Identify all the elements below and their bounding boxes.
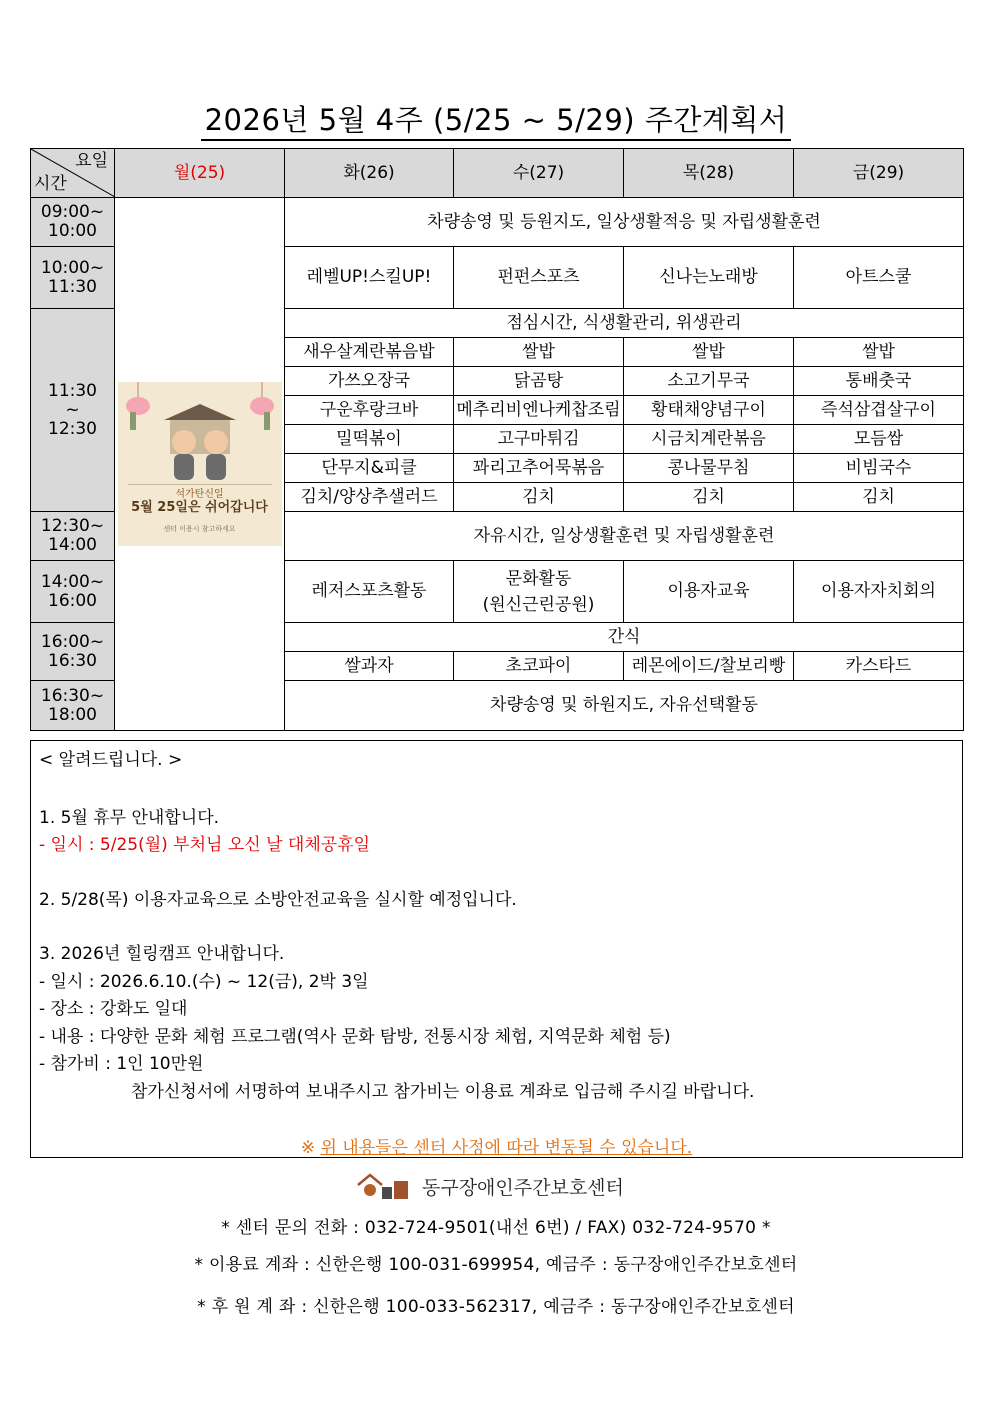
menu-cell: 황태채양념구이 bbox=[624, 396, 794, 425]
center-name: 동구장애인주간보호센터 bbox=[422, 1176, 624, 1199]
notice-item-1: 1. 5월 휴무 안내합니다. bbox=[39, 808, 220, 828]
menu-cell: 김치 bbox=[794, 483, 964, 512]
thu-1000: 신나는노래방 bbox=[624, 247, 794, 309]
corner-cell bbox=[31, 149, 115, 198]
menu-cell: 닭곰탕 bbox=[454, 367, 624, 396]
time-1600: 16:00~ 16:30 bbox=[31, 623, 115, 681]
poster-sub: 센터 이용시 참고하세요 bbox=[163, 525, 236, 533]
fri-1000: 아트스쿨 bbox=[794, 247, 964, 309]
day-mon: 월(25) bbox=[115, 149, 285, 198]
center-phone: * 센터 문의 전화 : 032-724-9501(내선 6번) / FAX) 032-724-9570 * bbox=[221, 1218, 771, 1238]
notice-item-3-content: - 내용 : 다양한 문화 체험 프로그램(역사 문화 탐방, 전통시장 체험, 지역문화 체험 등) bbox=[39, 1027, 671, 1047]
donation-account: * 후 원 계 좌 : 신한은행 100-033-562317, 예금주 : 동구장애인주간보호센터 bbox=[197, 1297, 795, 1317]
time-1230: 12:30~ 14:00 bbox=[31, 512, 115, 561]
holiday-poster bbox=[118, 382, 282, 546]
row-0900-activity: 차량송영 및 등원지도, 일상생활적응 및 자립생활훈련 bbox=[285, 198, 964, 247]
menu-cell: 메추리비엔나케찹조림 bbox=[454, 396, 624, 425]
footnote-mark: ※ bbox=[300, 1138, 316, 1158]
menu-cell: 고구마튀김 bbox=[454, 425, 624, 454]
day-wed: 수(27) bbox=[454, 149, 624, 198]
wed-1400: 문화활동 (원신근린공원) bbox=[454, 561, 624, 623]
day-tue: 화(26) bbox=[285, 149, 454, 198]
snack-title: 간식 bbox=[285, 623, 964, 652]
wed-1000: 펀펀스포츠 bbox=[454, 247, 624, 309]
menu-cell: 모듬쌈 bbox=[794, 425, 964, 454]
house-logo-icon bbox=[356, 1171, 414, 1201]
menu-cell: 쌀밥 bbox=[624, 338, 794, 367]
corner-day-label: 요일 bbox=[75, 151, 108, 171]
notice-item-3: 3. 2026년 힐링캠프 안내합니다. bbox=[39, 944, 285, 964]
weekly-plan-table bbox=[30, 148, 964, 731]
menu-cell: 김치 bbox=[624, 483, 794, 512]
row-1230-activity: 자유시간, 일상생활훈련 및 자립생활훈련 bbox=[285, 512, 964, 561]
fri-1400: 이용자자치회의 bbox=[794, 561, 964, 623]
menu-cell: 통배춧국 bbox=[794, 367, 964, 396]
notice-item-1-detail: - 일시 : 5/25(월) 부처님 오신 날 대체공휴일 bbox=[39, 835, 371, 855]
menu-cell: 쌀밥 bbox=[794, 338, 964, 367]
menu-cell: 가쓰오장국 bbox=[285, 367, 454, 396]
notice-footnote bbox=[31, 1133, 962, 1158]
time-1130: 11:30 ~ 12:30 bbox=[31, 309, 115, 512]
time-0900: 09:00~ 10:00 bbox=[31, 198, 115, 247]
poster-headline: 5월 25일은 쉬어갑니다 bbox=[131, 500, 268, 515]
time-1400: 14:00~ 16:00 bbox=[31, 561, 115, 623]
corner-time-label: 시간 bbox=[34, 174, 67, 194]
day-thu: 목(28) bbox=[624, 149, 794, 198]
snack-cell: 초코파이 bbox=[454, 652, 624, 681]
footnote-text: 위 내용들은 센터 사정에 따라 변동될 수 있습니다. bbox=[320, 1138, 693, 1158]
notice-item-3-date: - 일시 : 2026.6.10.(수) ~ 12(금), 2박 3일 bbox=[39, 972, 369, 992]
poster-caption: 석가탄신일 bbox=[175, 489, 224, 500]
tue-1400: 레저스포츠활동 bbox=[285, 561, 454, 623]
page-title: 2026년 5월 4주 (5/25 ~ 5/29) 주간계획서 bbox=[0, 98, 992, 139]
notice-item-3-fee: - 참가비 : 1인 10만원 bbox=[39, 1054, 204, 1074]
center-logo bbox=[356, 1170, 624, 1202]
menu-cell: 김치/양상추샐러드 bbox=[285, 483, 454, 512]
row-1630-activity: 차량송영 및 하원지도, 자유선택활동 bbox=[285, 681, 964, 731]
time-1630: 16:30~ 18:00 bbox=[31, 681, 115, 731]
tue-1000: 레벨UP!스킬UP! bbox=[285, 247, 454, 309]
monday-holiday-cell bbox=[115, 198, 285, 731]
snack-cell: 카스타드 bbox=[794, 652, 964, 681]
menu-cell: 즉석삼겹살구이 bbox=[794, 396, 964, 425]
menu-cell: 밀떡볶이 bbox=[285, 425, 454, 454]
menu-cell: 꽈리고추어묵볶음 bbox=[454, 454, 624, 483]
snack-cell: 레몬에이드/찰보리빵 bbox=[624, 652, 794, 681]
time-1000: 10:00~ 11:30 bbox=[31, 247, 115, 309]
menu-cell: 소고기무국 bbox=[624, 367, 794, 396]
notice-item-3-request: 참가신청서에 서명하여 보내주시고 참가비는 이용료 계좌로 입금해 주시길 바랍니다. bbox=[131, 1082, 755, 1102]
notice-heading: < 알려드립니다. > bbox=[39, 750, 183, 770]
menu-cell: 단무지&피클 bbox=[285, 454, 454, 483]
notice-item-3-place: - 장소 : 강화도 일대 bbox=[39, 999, 188, 1019]
day-fri: 금(29) bbox=[794, 149, 964, 198]
notice-box bbox=[30, 740, 963, 1158]
notice-item-2: 2. 5/28(목) 이용자교육으로 소방안전교육을 실시할 예정입니다. bbox=[39, 890, 517, 910]
lunch-title: 점심시간, 식생활관리, 위생관리 bbox=[285, 309, 964, 338]
menu-cell: 쌀밥 bbox=[454, 338, 624, 367]
menu-cell: 시금치계란볶음 bbox=[624, 425, 794, 454]
fee-account: * 이용료 계좌 : 신한은행 100-031-699954, 예금주 : 동구장애인주간보호센터 bbox=[194, 1255, 798, 1275]
menu-cell: 새우살계란볶음밥 bbox=[285, 338, 454, 367]
thu-1400: 이용자교육 bbox=[624, 561, 794, 623]
menu-cell: 구운후랑크바 bbox=[285, 396, 454, 425]
header-row bbox=[31, 149, 964, 198]
menu-cell: 콩나물무침 bbox=[624, 454, 794, 483]
menu-cell: 비빔국수 bbox=[794, 454, 964, 483]
snack-cell: 쌀과자 bbox=[285, 652, 454, 681]
menu-cell: 김치 bbox=[454, 483, 624, 512]
